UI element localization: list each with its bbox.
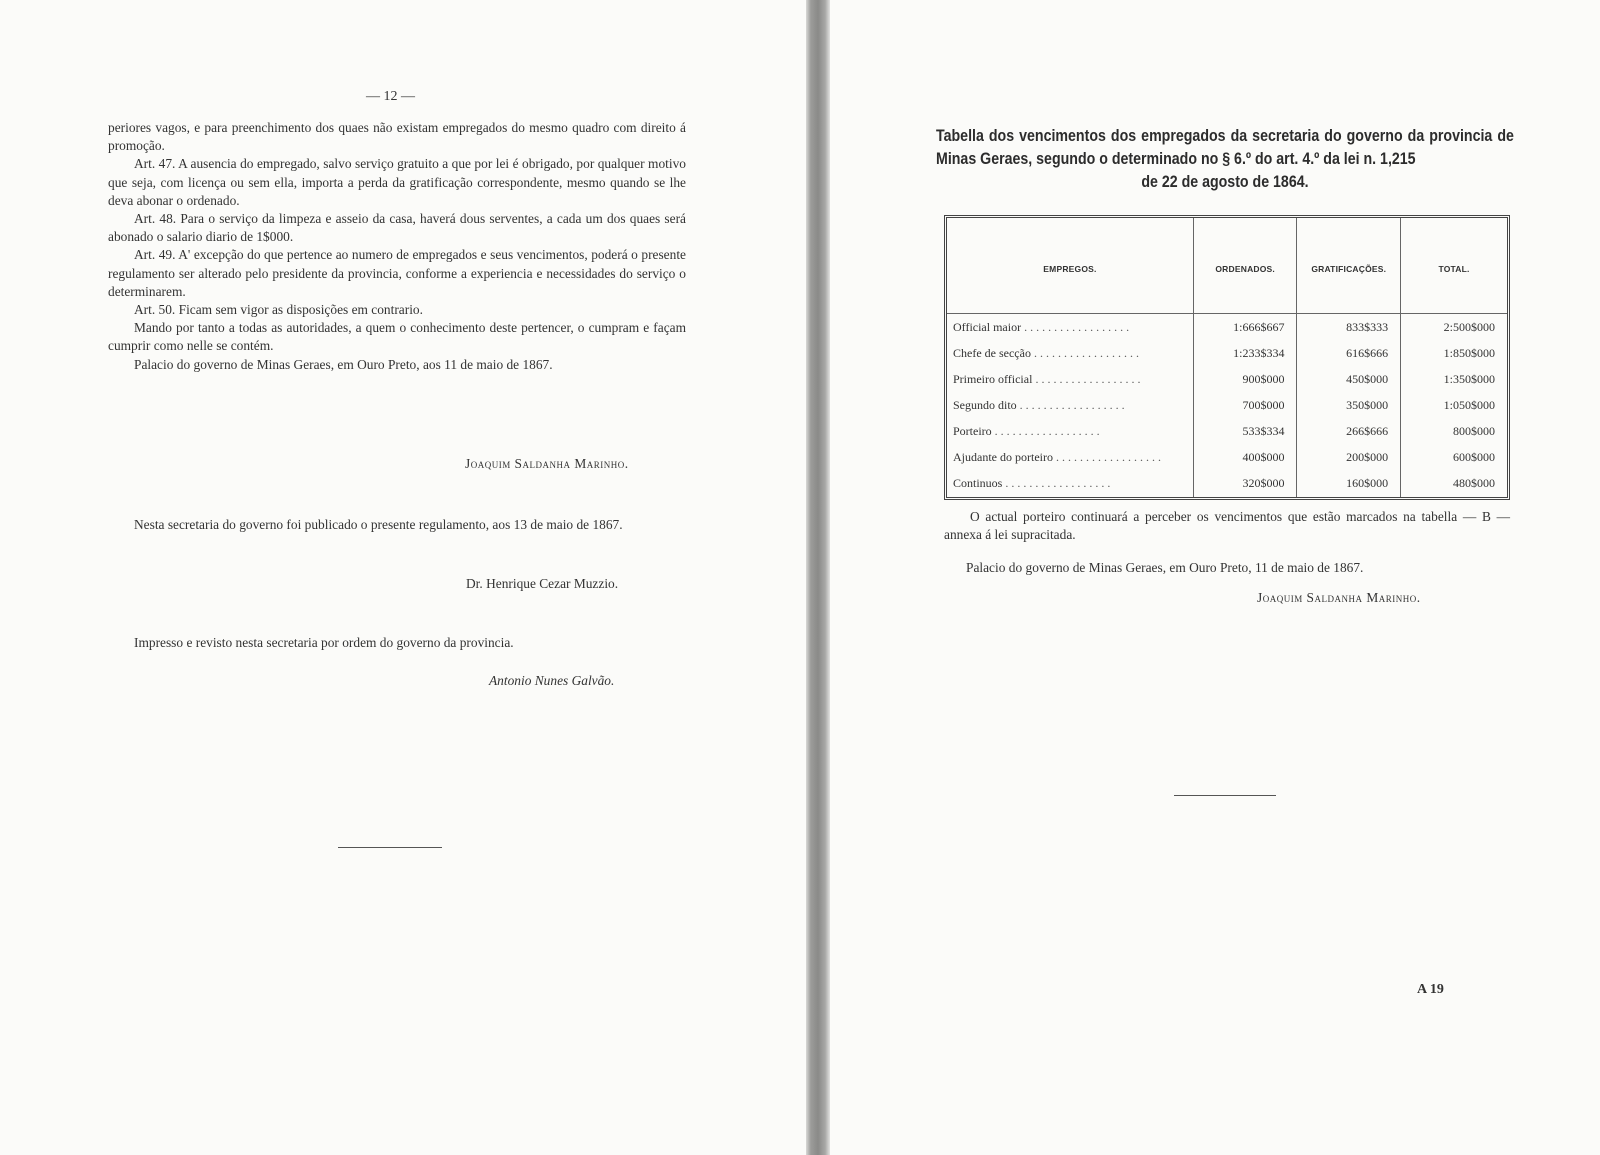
right-signature: Joaquim Saldanha Marinho. bbox=[1257, 590, 1421, 605]
table-row bbox=[947, 340, 1507, 366]
cell-cargo: Segundo dito . . . bbox=[947, 392, 1193, 418]
sheet-mark: A 19 bbox=[1417, 982, 1444, 997]
header-empregos: EMPREGOS. bbox=[947, 218, 1193, 314]
table-title bbox=[936, 125, 1514, 194]
cell-cargo: Chefe de secção . . . bbox=[947, 340, 1193, 366]
cell-gratificacao: 616$666 bbox=[1297, 340, 1401, 366]
print-note: Impresso e revisto nesta secretaria por ordem do governo da provincia. bbox=[134, 635, 514, 650]
cell-gratificacao: 160$000 bbox=[1297, 471, 1401, 497]
cell-gratificacao: 266$666 bbox=[1297, 419, 1401, 445]
left-body-text bbox=[108, 119, 686, 374]
cell-total: 800$000 bbox=[1453, 424, 1495, 439]
cell-ordenado: 700$000 bbox=[1193, 392, 1297, 418]
table-row bbox=[947, 366, 1507, 392]
cell-gratificacao: 200$000 bbox=[1297, 445, 1401, 471]
cell-ordenado: 900$000 bbox=[1193, 366, 1297, 392]
cell-ordenado: 400$000 bbox=[1193, 445, 1297, 471]
table-title-line-3: de 22 de agosto de 1864. bbox=[1141, 173, 1309, 191]
cell-cargo: Continuos . . . bbox=[947, 471, 1193, 497]
cell-total: 480$000 bbox=[1453, 476, 1495, 491]
cell-cargo: Official maior . . . bbox=[947, 314, 1193, 341]
paragraph-mando: Mando por tanto a todas as autoridades, a quem o conhecimento deste pertencer, o cumpram e façam cumprir como nelle se contém. bbox=[108, 320, 686, 354]
table-header-row bbox=[947, 218, 1507, 314]
table-row bbox=[947, 392, 1507, 418]
cell-total: 600$000 bbox=[1453, 450, 1495, 465]
cell-ordenado: 1:666$667 bbox=[1193, 314, 1297, 341]
table-row bbox=[947, 419, 1507, 445]
closing-rule-right bbox=[1174, 795, 1276, 796]
publication-note: Nesta secretaria do governo foi publicado o presente regulamento, aos 13 de maio de 1867. bbox=[134, 517, 623, 532]
cell-gratificacao: 833$333 bbox=[1297, 314, 1401, 341]
paragraph-art-48: Art. 48. Para o serviço da limpeza e asseio da casa, haverá dous serventes, a cada um dos quaes será abonado o salario diario de 1$000. bbox=[108, 211, 686, 245]
signature-muzzio-text: Dr. Henrique Cezar Muzzio. bbox=[466, 576, 619, 591]
cell-gratificacao: 450$000 bbox=[1297, 366, 1401, 392]
cell-cargo: Porteiro . . . bbox=[947, 419, 1193, 445]
signature-galvao: Antonio Nunes Galvão. bbox=[489, 673, 615, 688]
signature-saldanha-marinho: Joaquim Saldanha Marinho. bbox=[465, 456, 629, 471]
table-title-line-2: Minas Geraes, segundo o determinado no § 6.º do art. 4.º da lei n. 1,215 bbox=[936, 150, 1416, 168]
table-row bbox=[947, 471, 1507, 497]
cell-ordenado: 533$334 bbox=[1193, 419, 1297, 445]
header-ordenados: ORDENADOS. bbox=[1193, 218, 1297, 314]
cell-ordenado: 1:233$334 bbox=[1193, 340, 1297, 366]
cell-gratificacao: 350$000 bbox=[1297, 392, 1401, 418]
cell-total: 1:850$000 bbox=[1443, 345, 1495, 360]
cell-cargo: Primeiro official . . . bbox=[947, 366, 1193, 392]
closing-rule-left bbox=[338, 847, 442, 848]
cell-total: 1:050$000 bbox=[1443, 397, 1495, 412]
salary-table bbox=[944, 215, 1510, 500]
header-gratificacoes: GRATIFICAÇÕES. bbox=[1297, 218, 1401, 314]
paragraph-art-49: Art. 49. A' excepção do que pertence ao numero de empregados e seus vencimentos, poderá o presente regulamento ser alterado pelo presidente da provincia, conforme a experiencia e necessidades do serviço o determinarem. bbox=[108, 247, 686, 299]
paragraph-art-47: Art. 47. A ausencia do empregado, salvo serviço gratuito a que por lei é obrigado, por qualquer motivo que seja, com licença ou sem ella, importa a perda da gratificação correspondente, mesmo quando se lhe deva abonar o ordenado. bbox=[108, 156, 686, 208]
book-gutter bbox=[806, 0, 830, 1155]
porteiro-note-text: O actual porteiro continuará a perceber os vencimentos que estão marcados na tabella — B — annexa á lei supracitada. bbox=[944, 509, 1510, 543]
header-total: TOTAL. bbox=[1401, 218, 1507, 314]
paragraph-art-50: Art. 50. Ficam sem vigor as disposições em contrario. bbox=[134, 302, 423, 318]
porteiro-note bbox=[944, 508, 1510, 544]
cell-total: 2:500$000 bbox=[1443, 319, 1495, 334]
table-title-line-1: Tabella dos vencimentos dos empregados da secretaria do governo da provincia de bbox=[936, 127, 1514, 145]
signature-muzzio bbox=[466, 576, 618, 592]
table-row bbox=[947, 445, 1507, 471]
cell-cargo: Ajudante do porteiro . . . bbox=[947, 445, 1193, 471]
paragraph-continuation: periores vagos, e para preenchimento dos quaes não existam empregados do mesmo quadro com direito á promoção. bbox=[108, 120, 686, 154]
cell-ordenado: 320$000 bbox=[1193, 471, 1297, 497]
table-row bbox=[947, 314, 1507, 341]
right-date-line: Palacio do governo de Minas Geraes, em Ouro Preto, 11 de maio de 1867. bbox=[966, 560, 1364, 575]
cell-total: 1:350$000 bbox=[1443, 371, 1495, 386]
page-number: — 12 — bbox=[366, 89, 415, 104]
paragraph-palacio: Palacio do governo de Minas Geraes, em Ouro Preto, aos 11 de maio de 1867. bbox=[134, 356, 553, 372]
